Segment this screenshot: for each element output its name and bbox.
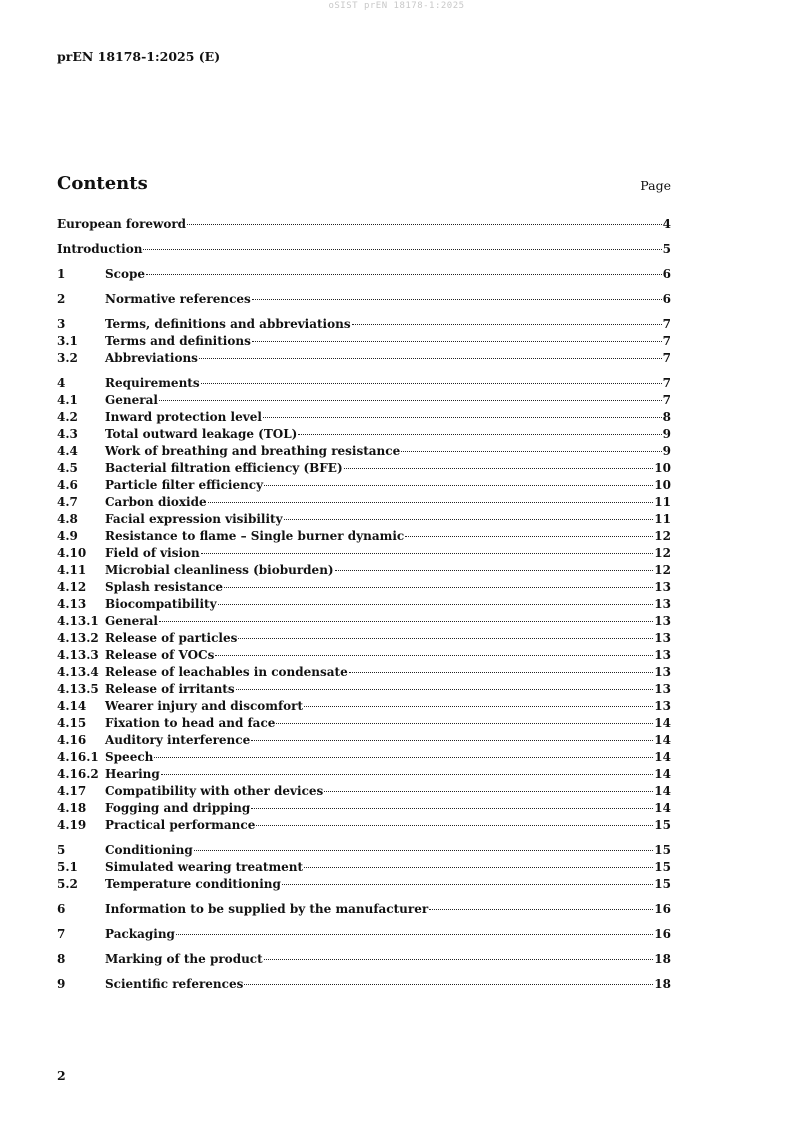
- toc-entry[interactable]: [57, 216, 671, 233]
- toc-entry-label: Temperature conditioning: [105, 877, 281, 891]
- toc-entry[interactable]: [57, 901, 671, 918]
- toc-entry-label: Carbon dioxide: [105, 495, 207, 509]
- toc-entry[interactable]: [57, 579, 671, 596]
- toc-entry[interactable]: [57, 392, 671, 409]
- toc-entry[interactable]: [57, 375, 671, 392]
- toc-dot-leader: [324, 791, 653, 792]
- toc-entry-page: 15: [654, 860, 671, 874]
- toc-dot-leader: [236, 689, 654, 690]
- toc-entry[interactable]: [57, 698, 671, 715]
- toc-dot-leader: [352, 324, 662, 325]
- toc-entry-page: 14: [654, 784, 671, 798]
- toc-entry-page: 16: [654, 902, 671, 916]
- toc-entry-number: 8: [57, 952, 66, 966]
- toc-title: Contents: [57, 173, 148, 194]
- toc-entry-number: 4.6: [57, 478, 78, 492]
- toc-entry-label: Release of VOCs: [105, 648, 215, 662]
- toc-entry-page: 11: [654, 495, 671, 509]
- toc-entry-page: 10: [654, 478, 671, 492]
- toc-dot-leader: [344, 468, 654, 469]
- toc-entry[interactable]: [57, 817, 671, 834]
- toc-entry-number: 5: [57, 843, 66, 857]
- toc-entry-number: 4: [57, 376, 66, 390]
- toc-entry-page: 12: [654, 529, 671, 543]
- toc-entry-label: Bacterial filtration efficiency (BFE): [105, 461, 343, 475]
- document-identifier: prEN 18178-1:2025 (E): [57, 49, 221, 64]
- toc-entry-page: 15: [654, 843, 671, 857]
- toc-entry[interactable]: [57, 876, 671, 893]
- toc-entry-number: 6: [57, 902, 66, 916]
- toc-entry[interactable]: [57, 426, 671, 443]
- toc-entry-page: 16: [654, 927, 671, 941]
- toc-entry-label: Practical performance: [105, 818, 256, 832]
- toc-entry-number: 4.15: [57, 716, 87, 730]
- toc-entry-label: Release of particles: [105, 631, 238, 645]
- toc-entry-page: 10: [654, 461, 671, 475]
- watermark: oSIST prEN 18178-1:2025: [328, 1, 465, 11]
- toc-entry-label: Terms, definitions and abbreviations: [105, 317, 351, 331]
- toc-entry-page: 4: [662, 217, 671, 231]
- toc-dot-leader: [201, 553, 654, 554]
- toc-dot-leader: [263, 417, 662, 418]
- toc-entry-number: 5.1: [57, 860, 78, 874]
- toc-entry-label: Fogging and dripping: [105, 801, 251, 815]
- toc-entry[interactable]: [57, 596, 671, 613]
- toc-entry-number: 4.3: [57, 427, 78, 441]
- toc-dot-leader: [251, 740, 653, 741]
- toc-entry-number: 1: [57, 267, 66, 281]
- toc-entry-page: 13: [654, 699, 671, 713]
- toc-entry-page: 13: [654, 648, 671, 662]
- toc-entry-label: Auditory interference: [105, 733, 251, 747]
- toc-dot-leader: [264, 485, 653, 486]
- toc-entry[interactable]: [57, 859, 671, 876]
- toc-entry-label: Inward protection level: [105, 410, 262, 424]
- toc-entry-number: 4.18: [57, 801, 87, 815]
- toc-dot-leader: [218, 604, 654, 605]
- toc-entry-label: Information to be supplied by the manufacturer: [105, 902, 429, 916]
- toc-entry-number: 4.13.1: [57, 614, 99, 628]
- toc-entry-page: 13: [654, 682, 671, 696]
- toc-entry-number: 4.16.2: [57, 767, 99, 781]
- toc-entry[interactable]: [57, 926, 671, 943]
- toc-dot-leader: [161, 774, 654, 775]
- toc-dot-leader: [276, 723, 653, 724]
- toc-entry-label: Particle filter efficiency: [105, 478, 264, 492]
- toc-entry-number: 3.2: [57, 351, 78, 365]
- toc-dot-leader: [201, 383, 662, 384]
- toc-entry-label: Abbreviations: [105, 351, 198, 365]
- toc-entry-page: 14: [654, 716, 671, 730]
- toc-dot-leader: [187, 224, 662, 225]
- toc-entry-label: Wearer injury and discomfort: [105, 699, 303, 713]
- toc-entry-label: Biocompatibility: [105, 597, 217, 611]
- toc-entry-label: Marking of the product: [105, 952, 263, 966]
- toc-entry-number: 4.2: [57, 410, 78, 424]
- toc-entry-page: 7: [662, 334, 671, 348]
- toc-entry-page: 5: [662, 242, 671, 256]
- toc-entry-page: 9: [662, 427, 671, 441]
- toc-dot-leader: [256, 825, 653, 826]
- toc-entry-number: 4.8: [57, 512, 78, 526]
- toc-entry-number: 9: [57, 977, 66, 991]
- toc-dot-leader: [264, 959, 654, 960]
- toc-entry[interactable]: [57, 630, 671, 647]
- toc-entry-number: 2: [57, 292, 66, 306]
- toc-entry-label: Microbial cleanliness (bioburden): [105, 563, 334, 577]
- toc-entry[interactable]: [57, 511, 671, 528]
- toc-entry-page: 7: [662, 393, 671, 407]
- toc-entry-label: Release of irritants: [105, 682, 235, 696]
- toc-entry[interactable]: [57, 749, 671, 766]
- toc-entry[interactable]: [57, 477, 671, 494]
- toc-entry-page: 7: [662, 376, 671, 390]
- toc-entry-number: 4.13: [57, 597, 87, 611]
- toc-entry[interactable]: [57, 732, 671, 749]
- toc-entry-page: 13: [654, 631, 671, 645]
- toc-entry[interactable]: [57, 545, 671, 562]
- toc-entry-label: Hearing: [105, 767, 160, 781]
- toc-entry[interactable]: [57, 241, 671, 258]
- toc-entry-label: Simulated wearing treatment: [105, 860, 304, 874]
- toc-entry-page: 12: [654, 546, 671, 560]
- toc-entry-number: 4.5: [57, 461, 78, 475]
- toc-entry-number: 4.4: [57, 444, 78, 458]
- toc-entry-number: 3: [57, 317, 66, 331]
- toc-entry-label: General: [105, 393, 158, 407]
- toc-entry-number: 4.13.2: [57, 631, 99, 645]
- toc-entry-number: 4.14: [57, 699, 87, 713]
- toc-entry-label: Requirements: [105, 376, 200, 390]
- toc-entry[interactable]: [57, 800, 671, 817]
- toc-entry-page: 6: [662, 267, 671, 281]
- toc-entry-label: Normative references: [105, 292, 251, 306]
- toc-entry-number: 4.7: [57, 495, 78, 509]
- toc-entry-number: 4.16.1: [57, 750, 99, 764]
- toc-entry[interactable]: [57, 681, 671, 698]
- toc-entry[interactable]: [57, 976, 671, 993]
- toc-entry[interactable]: [57, 443, 671, 460]
- toc-entry-page: 8: [662, 410, 671, 424]
- toc-entry-page: 12: [654, 563, 671, 577]
- toc-entry-number: 4.13.3: [57, 648, 99, 662]
- toc-entry[interactable]: [57, 664, 671, 681]
- toc-entry-page: 15: [654, 877, 671, 891]
- toc-entry-label: Conditioning: [105, 843, 193, 857]
- toc-entry-number: 7: [57, 927, 66, 941]
- toc-entry-label: Total outward leakage (TOL): [105, 427, 298, 441]
- page-number: 2: [57, 1068, 66, 1083]
- toc-entry[interactable]: [57, 562, 671, 579]
- toc-entry[interactable]: [57, 291, 671, 308]
- toc-dot-leader: [284, 519, 654, 520]
- toc-dot-leader: [215, 655, 653, 656]
- toc-entry-label: Fixation to head and face: [105, 716, 276, 730]
- toc-dot-leader: [194, 850, 654, 851]
- toc-dot-leader: [252, 341, 662, 342]
- toc-dot-leader: [244, 984, 653, 985]
- toc-entry-number: 4.10: [57, 546, 87, 560]
- toc-dot-leader: [335, 570, 654, 571]
- toc-dot-leader: [208, 502, 654, 503]
- toc-entry-label: Introduction: [57, 242, 143, 256]
- toc-entry-label: Scope: [105, 267, 146, 281]
- toc-dot-leader: [252, 299, 662, 300]
- toc-entry-number: 4.17: [57, 784, 87, 798]
- toc-entry-number: 4.19: [57, 818, 87, 832]
- toc-entry-number: 4.11: [57, 563, 87, 577]
- toc-entry[interactable]: [57, 647, 671, 664]
- toc-entry-page: 18: [654, 977, 671, 991]
- toc-entry-page: 15: [654, 818, 671, 832]
- toc-entry-page: 14: [654, 750, 671, 764]
- toc-dot-leader: [304, 867, 653, 868]
- toc-entry[interactable]: [57, 951, 671, 968]
- toc-entry-label: Compatibility with other devices: [105, 784, 324, 798]
- toc-entry[interactable]: [57, 316, 671, 333]
- toc-entry-number: 4.16: [57, 733, 87, 747]
- toc-entry[interactable]: [57, 842, 671, 859]
- toc-entry-number: 4.9: [57, 529, 78, 543]
- toc-dot-leader: [146, 274, 662, 275]
- toc-entry-label: General: [105, 614, 158, 628]
- toc-entry-number: 5.2: [57, 877, 78, 891]
- toc-entry-label: Speech: [105, 750, 154, 764]
- toc-dot-leader: [405, 536, 653, 537]
- toc-entry-page: 13: [654, 597, 671, 611]
- toc-dot-leader: [176, 934, 653, 935]
- toc-entry-label: European foreword: [57, 217, 187, 231]
- toc-entry-label: Splash resistance: [105, 580, 224, 594]
- toc-dot-leader: [282, 884, 653, 885]
- toc-entry-label: Scientific references: [105, 977, 244, 991]
- toc-entry[interactable]: [57, 528, 671, 545]
- toc-entry[interactable]: [57, 613, 671, 630]
- toc-entry[interactable]: [57, 266, 671, 283]
- toc-entry[interactable]: [57, 333, 671, 350]
- toc-entry-page: 14: [654, 801, 671, 815]
- toc-entry-number: 4.13.4: [57, 665, 99, 679]
- toc-entry-number: 4.1: [57, 393, 78, 407]
- toc-entry-page: 13: [654, 614, 671, 628]
- toc-dot-leader: [429, 909, 653, 910]
- toc-dot-leader: [304, 706, 653, 707]
- toc-entry[interactable]: [57, 494, 671, 511]
- page-column-label: Page: [640, 178, 671, 193]
- toc-dot-leader: [154, 757, 653, 758]
- toc-entry-label: Packaging: [105, 927, 175, 941]
- toc-entry-page: 14: [654, 767, 671, 781]
- toc-entry-page: 13: [654, 580, 671, 594]
- toc-entry-page: 11: [654, 512, 671, 526]
- toc-entry-label: Work of breathing and breathing resistance: [105, 444, 401, 458]
- toc-entry-label: Terms and definitions: [105, 334, 251, 348]
- toc-entry[interactable]: [57, 350, 671, 367]
- toc-entry-label: Resistance to flame – Single burner dynamic: [105, 529, 405, 543]
- toc-entry-number: 4.13.5: [57, 682, 99, 696]
- toc-entry-page: 7: [662, 317, 671, 331]
- toc-dot-leader: [159, 621, 653, 622]
- toc-dot-leader: [238, 638, 653, 639]
- toc-entry-number: 3.1: [57, 334, 78, 348]
- table-of-contents: [57, 216, 671, 993]
- toc-entry-page: 18: [654, 952, 671, 966]
- toc-entry-number: 4.12: [57, 580, 87, 594]
- toc-entry-page: 7: [662, 351, 671, 365]
- toc-dot-leader: [298, 434, 661, 435]
- toc-entry[interactable]: [57, 460, 671, 477]
- toc-dot-leader: [199, 358, 662, 359]
- toc-entry-label: Facial expression visibility: [105, 512, 283, 526]
- toc-dot-leader: [143, 249, 661, 250]
- toc-entry[interactable]: [57, 409, 671, 426]
- toc-entry-label: Field of vision: [105, 546, 200, 560]
- toc-dot-leader: [159, 400, 662, 401]
- toc-dot-leader: [224, 587, 653, 588]
- toc-dot-leader: [251, 808, 653, 809]
- toc-entry-page: 9: [662, 444, 671, 458]
- toc-entry-page: 14: [654, 733, 671, 747]
- toc-dot-leader: [401, 451, 661, 452]
- toc-dot-leader: [349, 672, 654, 673]
- toc-entry[interactable]: [57, 783, 671, 800]
- toc-entry[interactable]: [57, 766, 671, 783]
- toc-entry[interactable]: [57, 715, 671, 732]
- toc-entry-label: Release of leachables in condensate: [105, 665, 348, 679]
- toc-entry-page: 13: [654, 665, 671, 679]
- toc-entry-page: 6: [662, 292, 671, 306]
